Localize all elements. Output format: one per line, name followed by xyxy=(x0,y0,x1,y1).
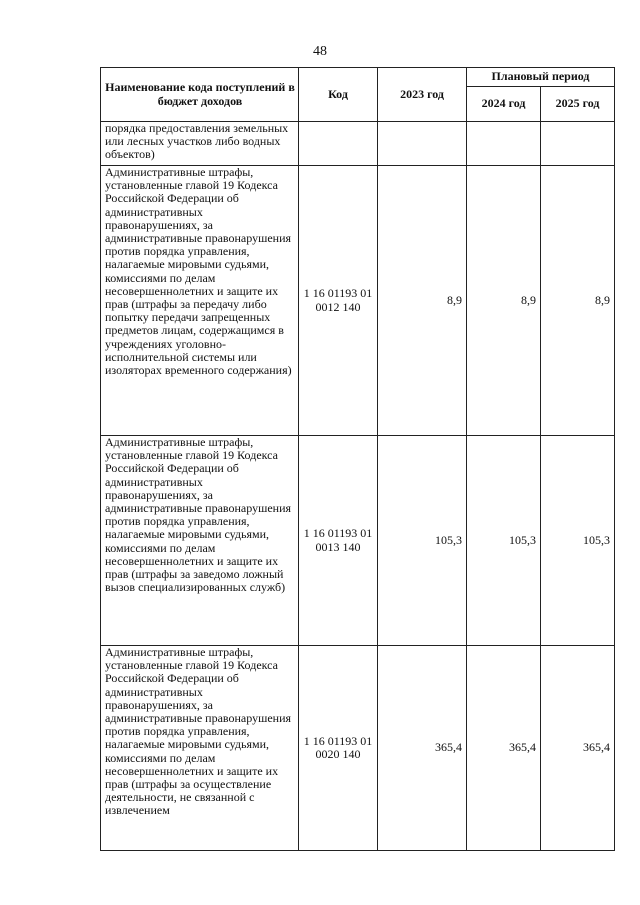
row-2024: 8,9 xyxy=(467,166,541,436)
table-row xyxy=(101,646,615,851)
row-2023: 105,3 xyxy=(378,436,467,646)
row-2025 xyxy=(541,122,615,166)
row-name: Административные штрафы, установленные главой 19 Кодекса Российской Федерации об административных правонарушениях, за административные правонарушения против порядка управления, налагаемые мировыми судьями, комиссиями по делам несовершеннолетних и защите их прав (штрафы за передачу либо попытку передачи запрещенных предметов лицам, содержащимся в учреждениях уголовно-исполнительной системы или изоляторах временного содержания) xyxy=(101,166,299,436)
header-2024: 2024 год xyxy=(467,87,541,122)
header-name: Наименование кода поступлений в бюджет доходов xyxy=(101,68,299,122)
row-2024: 105,3 xyxy=(467,436,541,646)
row-name: Административные штрафы, установленные главой 19 Кодекса Российской Федерации об административных правонарушениях, за административные правонарушения против порядка управления, налагаемые мировыми судьями, комиссиями по делам несовершеннолетних и защите их прав (штрафы за заведомо ложный вызов специализированных служб) xyxy=(101,436,299,646)
row-2024: 365,4 xyxy=(467,646,541,851)
table-row xyxy=(101,122,615,166)
row-code: 1 16 01193 01 0012 140 xyxy=(299,166,378,436)
header-2023: 2023 год xyxy=(378,68,467,122)
row-name: порядка предоставления земельных или лесных участков либо водных объектов) xyxy=(101,122,299,166)
row-2025: 105,3 xyxy=(541,436,615,646)
row-code: 1 16 01193 01 0020 140 xyxy=(299,646,378,851)
row-name: Административные штрафы, установленные главой 19 Кодекса Российской Федерации об административных правонарушениях, за административные правонарушения против порядка управления, налагаемые мировыми судьями, комиссиями по делам несовершеннолетних и защите их прав (штрафы за осуществление деятельности, не связанной с извлечением xyxy=(101,646,299,851)
header-planned-period: Плановый период xyxy=(467,68,615,87)
row-code: 1 16 01193 01 0013 140 xyxy=(299,436,378,646)
budget-revenue-table xyxy=(100,67,615,851)
row-code xyxy=(299,122,378,166)
table-row xyxy=(101,166,615,436)
row-2023 xyxy=(378,122,467,166)
row-2025: 365,4 xyxy=(541,646,615,851)
page-number: 48 xyxy=(313,44,327,59)
table-header-row xyxy=(101,68,615,87)
row-2025: 8,9 xyxy=(541,166,615,436)
header-code: Код xyxy=(299,68,378,122)
row-2024 xyxy=(467,122,541,166)
header-2025: 2025 год xyxy=(541,87,615,122)
table-row xyxy=(101,436,615,646)
row-2023: 365,4 xyxy=(378,646,467,851)
row-2023: 8,9 xyxy=(378,166,467,436)
